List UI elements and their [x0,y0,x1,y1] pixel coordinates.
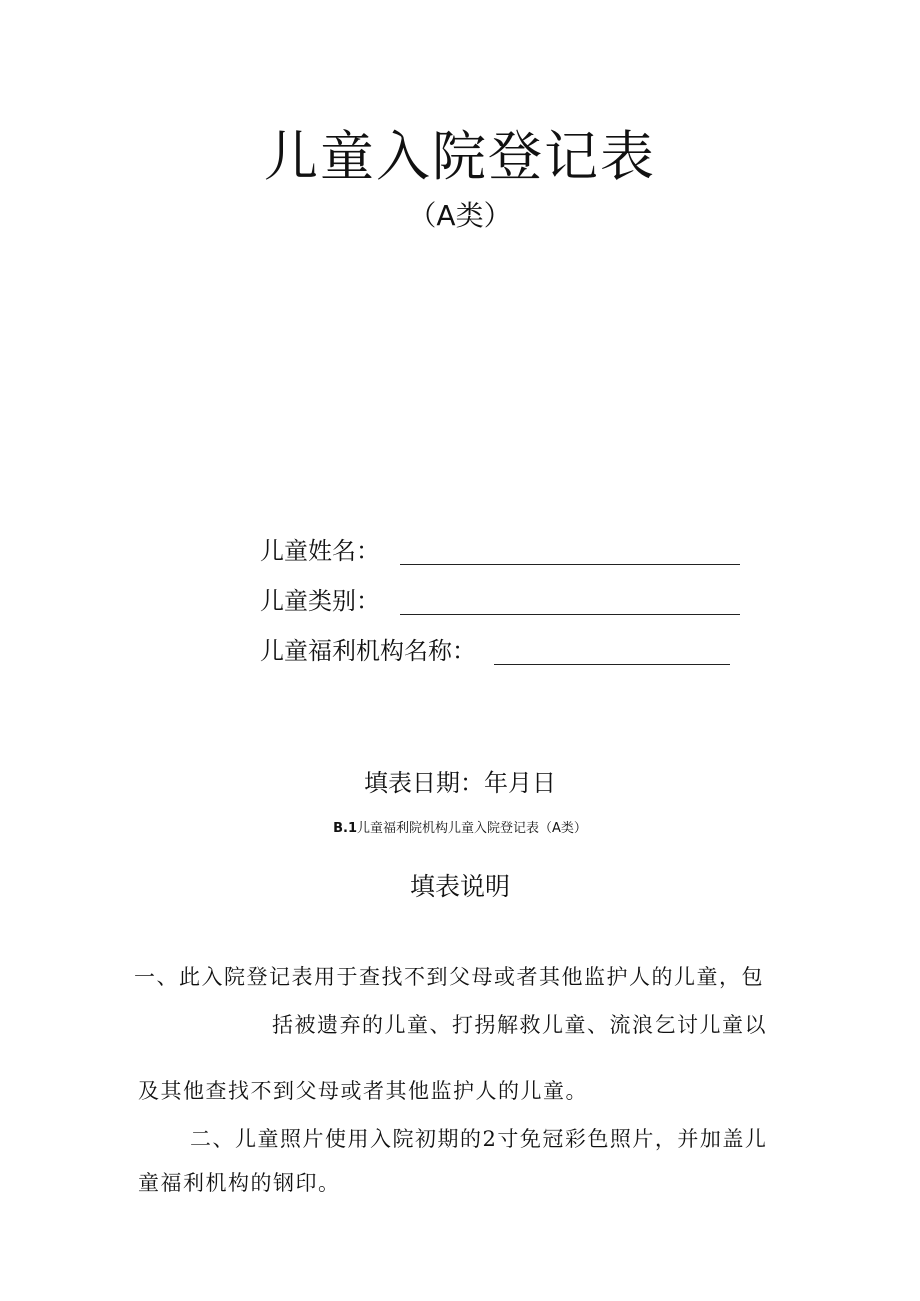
instruction-line: 及其他查找不到父母或者其他监护人的儿童。 [138,1079,588,1103]
instructions-title: 填表说明 [409,872,510,901]
child-category-field [260,584,740,618]
caption-code: B.1 [333,821,357,836]
institution-name-field [260,634,730,668]
form-title: 儿童入院登记表 [264,125,656,188]
caption-text: 儿童福利院机构儿童入院登记表（A类） [357,821,587,836]
fill-date: 填表日期：年月日 [364,769,556,797]
child-category-label: 儿童类别： [260,587,380,615]
instruction-line: 童福利机构的钢印。 [138,1171,341,1195]
instruction-line: 二、儿童照片使用入院初期的2寸免冠彩色照片，并加盖儿 [190,1127,768,1151]
table-caption [0,820,920,838]
instruction-line: 一、此入院登记表用于查找不到父母或者其他监护人的儿童，包 [134,965,764,989]
child-category-blank [400,588,740,615]
institution-name-blank [494,638,730,665]
child-name-field [260,534,740,568]
child-name-label: 儿童姓名： [260,537,380,565]
instruction-line: 括被遗弃的儿童、打拐解救儿童、流浪乞讨儿童以 [272,1013,767,1037]
form-subtitle: （A类） [408,199,512,232]
child-name-blank [400,538,740,565]
institution-name-label: 儿童福利机构名称： [260,637,476,665]
